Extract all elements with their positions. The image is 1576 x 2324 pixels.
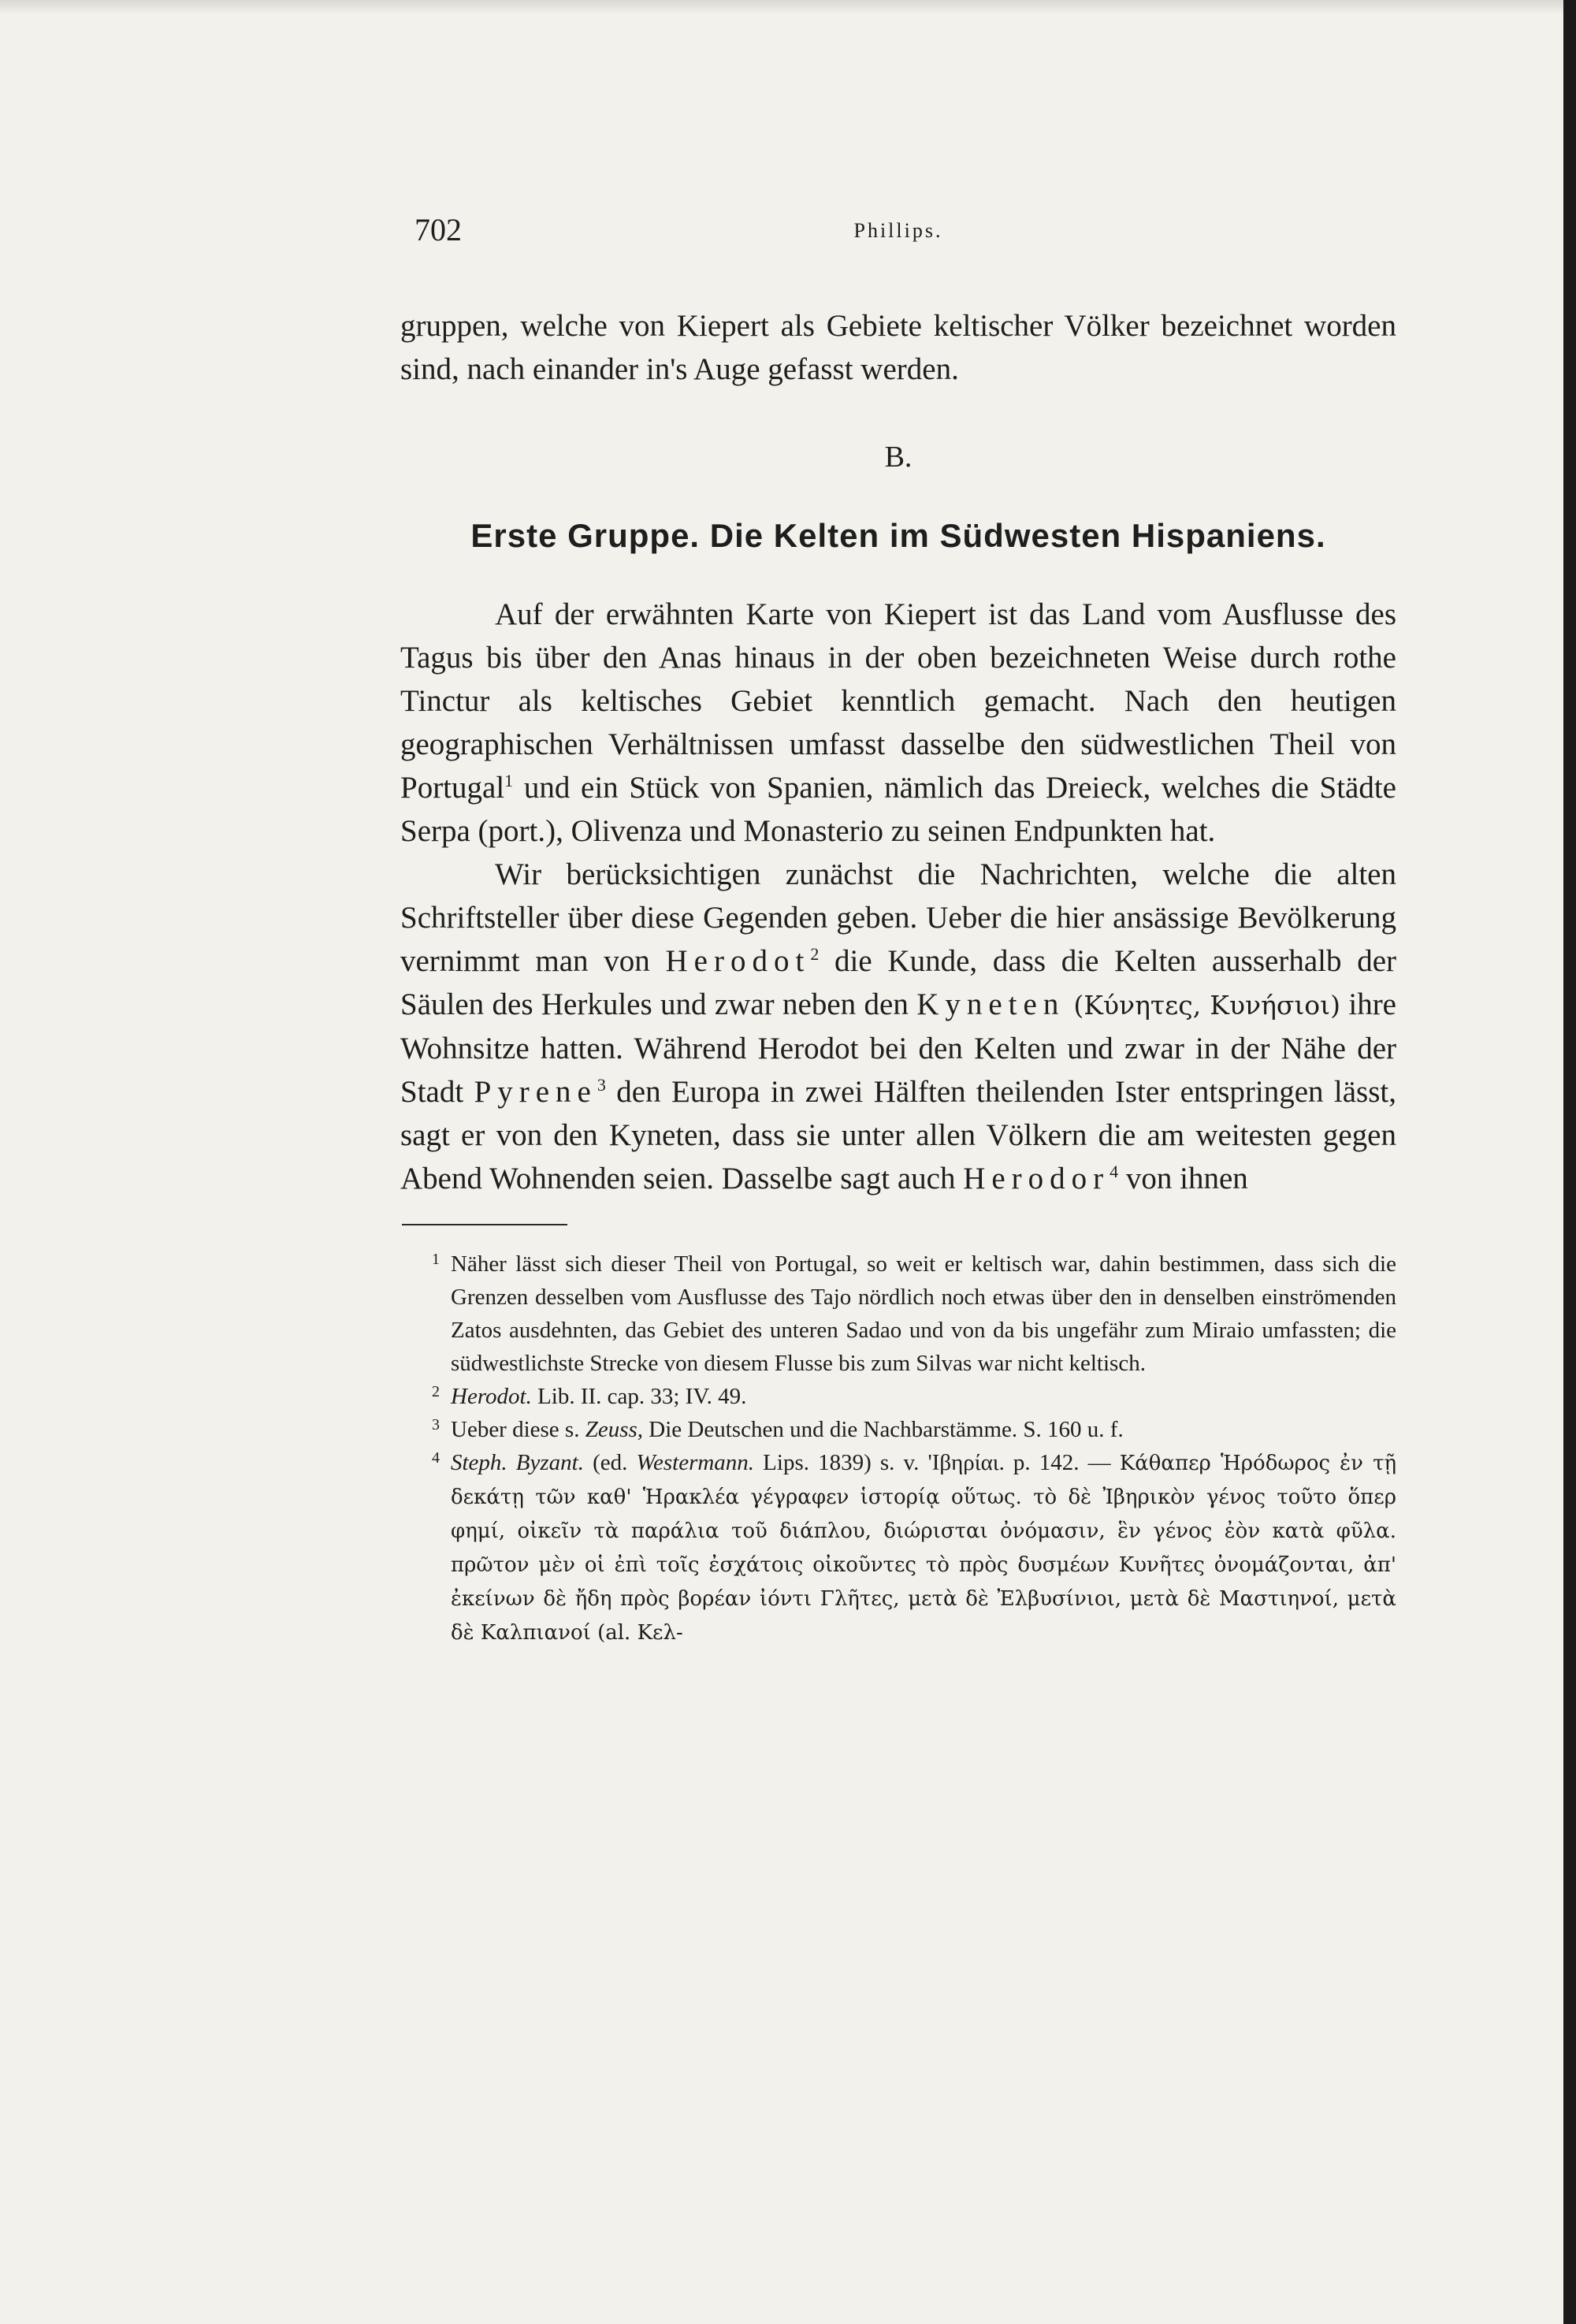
name-herodor: Herodor xyxy=(963,1162,1110,1195)
paragraph-2-text-2: die Kunde, dass die Kelten ausserhalb der Säulen des Herkules und zwar neben den xyxy=(400,944,1396,1021)
footnote-4 xyxy=(400,1446,1396,1649)
paragraph-2 xyxy=(400,853,1396,1200)
footnote-text: Die Deutschen und die Nachbarstämme. S. 160 u. f. xyxy=(643,1417,1124,1442)
footnote-mark: 2 xyxy=(432,1383,440,1400)
footnote-text: Lib. II. cap. 33; IV. 49. xyxy=(531,1384,747,1409)
footnote-3 xyxy=(400,1413,1396,1446)
footnote-editor: Westermann. xyxy=(636,1450,755,1475)
footnote-text: Lips. 1839) s. v. 'Ιβηρίαι. p. 142. — xyxy=(754,1450,1111,1475)
scan-shadow xyxy=(0,0,1576,14)
footnote-pre: Ueber diese s. xyxy=(451,1417,585,1442)
scan-edge xyxy=(1563,0,1576,2324)
paragraph-2-text-4: den Europa in zwei Hälften theilenden Ister entspringen lässt, sagt er von den Kyneten, dass sie unter allen Völkern die am weitesten gegen Abend Wohnenden seien. Dasselbe sagt auch xyxy=(400,1075,1396,1195)
footnote-author: Steph. Byzant. xyxy=(451,1450,584,1475)
footnote-rule xyxy=(402,1224,567,1225)
paragraph-1 xyxy=(400,593,1396,853)
name-herodot: Herodot xyxy=(665,944,811,978)
footnote-author: Zeuss, xyxy=(585,1417,644,1442)
footnote-mark: 3 xyxy=(432,1416,440,1433)
footnote-mark: 4 xyxy=(432,1449,440,1467)
page xyxy=(400,211,1396,1649)
running-title: Phillips. xyxy=(853,219,943,242)
paragraph-2-text-3: ihre Wohnsitze hatten. Während Herodot bei den Kelten und zwar in der Nähe der Stadt xyxy=(400,987,1396,1109)
footnote-mark: 1 xyxy=(432,1251,440,1268)
paragraph-1-text-b: und ein Stück von Spanien, nämlich das Dreieck, welches die Städte Serpa (port.), Olivenza und Monasterio zu seinen Endpunkten hat. xyxy=(400,771,1396,848)
footnote-greek-quote: Κάθαπερ Ἡρόδωρος ἐν τῇ δεκάτῃ τῶν καθ' Ἡρακλέα γέγραφεν ἱστορίᾳ οὕτως. τὸ δὲ Ἰβηρικὸν γένος τοῦτο ὅπερ φημί, οἰκεῖν τὰ παράλια τοῦ διάπλου, διώρισται ὀνόμασιν, ἓν γένος ἐὸν κατὰ φῦλα. πρῶτον μὲν οἱ ἐπὶ τοῖς ἐσχάτοις οἰκοῦντες τὸ πρὸς δυσμέων Κυνῆτες ὀνομάζονται, ἀπ' ἐκείνων δὲ ἤδη πρὸς βορέαν ἰόντι Γλῆτες, μετὰ δὲ Ἐλβυσίνιοι, μετὰ δὲ Μαστιηνοί, μετὰ δὲ Καλπιανοί (al. Κελ- xyxy=(451,1452,1397,1645)
greek-kyneten: (Κύνητες, Κυνήσιοι) xyxy=(1065,990,1340,1021)
name-kyneten: Kyneten xyxy=(916,987,1065,1021)
footnote-ref-2: 2 xyxy=(810,944,820,964)
paragraph-1-text-a: Auf der erwähnten Karte von Kiepert ist das Land vom Ausflusse des Tagus bis über den Anas hinaus in der oben bezeichneten Weise durch rothe Tinctur als keltisches Gebiet kenntlich gemacht. Nach den heutigen geographischen Verhältnissen umfasst dasselbe den südwestlichen Theil von Portugal xyxy=(400,597,1396,805)
section-heading: Erste Gruppe. Die Kelten im Südwesten Hispaniens. xyxy=(470,517,1326,554)
footnote-pre: (ed. xyxy=(583,1450,637,1475)
footnote-author: Herodot. xyxy=(451,1384,532,1409)
section-letter: B. xyxy=(884,441,913,474)
footnotes xyxy=(400,1248,1396,1649)
footnote-ref-4: 4 xyxy=(1110,1162,1119,1181)
running-head xyxy=(400,211,1396,258)
footnote-ref-1: 1 xyxy=(504,771,514,790)
footnote-text: Näher lässt sich dieser Theil von Portugal, so weit er keltisch war, dahin bestimmen, dass sich die Grenzen desselben vom Ausflusse des Tajo nördlich noch etwas über den in denselben einströmenden Zatos ausdehnten, das Gebiet des unteren Sadao und von da bis ungefähr zum Miraio umfassten; die südwestlichste Strecke von diesem Flusse bis zum Silvas war nicht keltisch. xyxy=(451,1251,1396,1376)
page-number: 702 xyxy=(414,212,462,247)
intro-paragraph: gruppen, welche von Kiepert als Gebiete keltischer Völker bezeichnet worden sind, nach einander in's Auge gefasst werden. xyxy=(400,309,1396,386)
footnote-ref-3: 3 xyxy=(597,1075,606,1095)
footnote-2 xyxy=(400,1380,1396,1413)
footnote-1 xyxy=(400,1248,1396,1380)
paragraph-2-text-1: Wir berücksichtigen zunächst die Nachrichten, welche die alten Schriftsteller über diese Gegenden geben. Ueber die hier ansässige Bevölkerung vernimmt man von xyxy=(400,857,1396,978)
paragraph-2-text-5: von ihnen xyxy=(1118,1162,1248,1195)
name-pyrene: Pyrene xyxy=(474,1075,597,1109)
